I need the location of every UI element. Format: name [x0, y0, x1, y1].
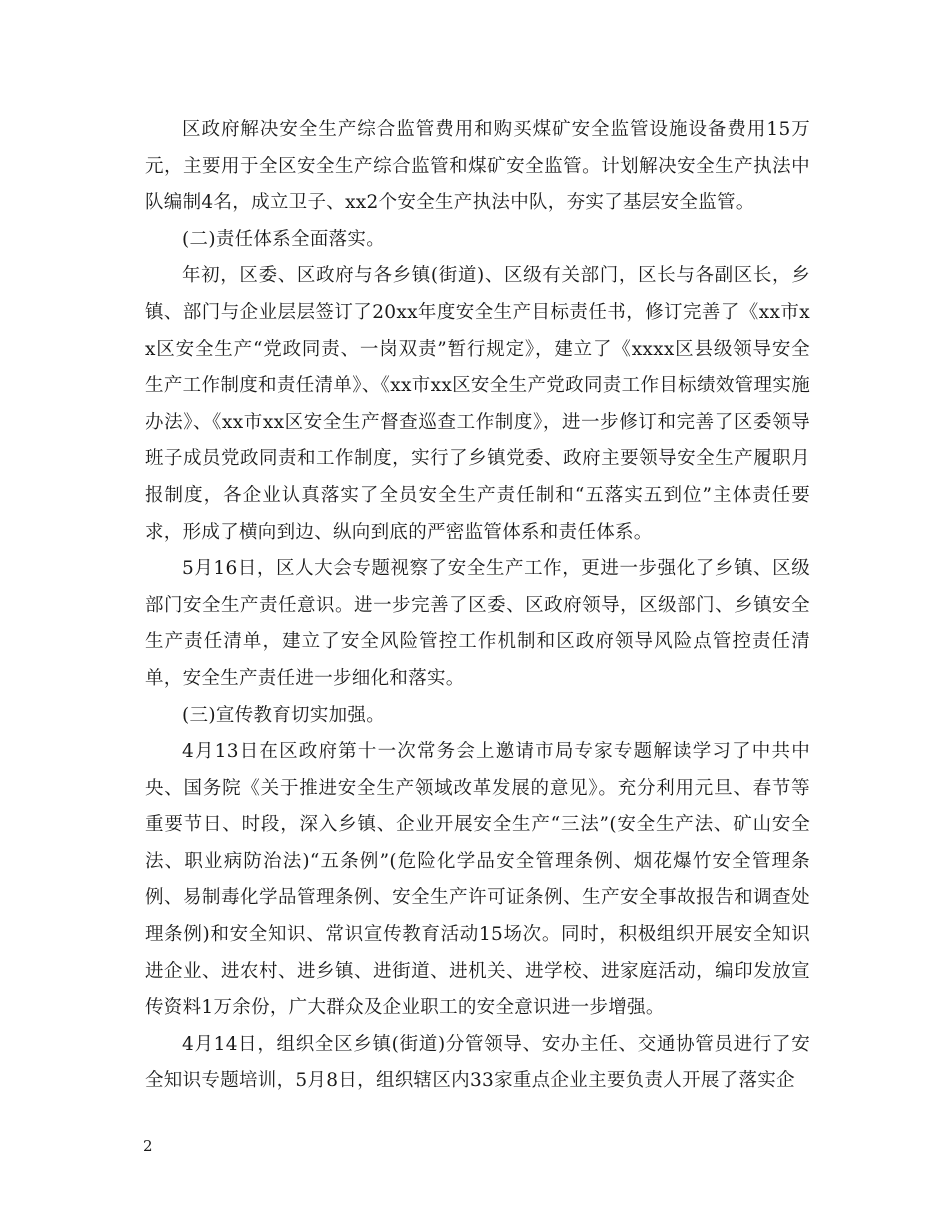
paragraph-april-14-training: 4月14日，组织全区乡镇(街道)分管领导、安办主任、交通协管员进行了安全知识专题培训，5月8日，组织辖区内33家重点企业主要负责人开展了落实企: [145, 1033, 810, 1092]
paragraph-april-13-meeting: 4月13日在区政府第十一次常务会上邀请市局专家专题解读学习了中共中央、国务院《关于推进安全生产领域改革发展的意见》。充分利用元旦、春节等重要节日、时段，深入乡镇、企业开展安全生产“三法”(安全生产法、矿山安全法、职业病防治法)“五条例”(危险化学品安全管理条例、烟花爆竹安全管理条例、易制毒化学品管理条例、安全生产许可证条例、生产安全事故报告和调查处理条例)和安全知识、常识宣传教育活动15场次。同时，积极组织开展安全知识进企业、进农村、进乡镇、进街道、进机关、进学校、进家庭活动，编印发放宣传资料1万余份，广大群众及企业职工的安全意识进一步增强。: [145, 741, 810, 1019]
paragraph-may-16-inspection: 5月16日，区人大会专题视察了安全生产工作，更进一步强化了乡镇、区级部门安全生产责任意识。进一步完善了区委、区政府领导，区级部门、乡镇安全生产责任清单，建立了安全风险管控工作机制和区政府领导风险点管控责任清单，安全生产责任进一步细化和落实。: [145, 558, 810, 689]
paragraph-responsibility-agreements: 年初，区委、区政府与各乡镇(街道)、区级有关部门，区长与各副区长，乡镇、部门与企业层层签订了20xx年度安全生产目标责任书，修订完善了《xx市xx区安全生产“党政同责、一岗双责”暂行规定》，建立了《xxxx区县级领导安全生产工作制度和责任清单》、《xx市xx区安全生产党政同责工作目标绩效管理实施办法》、《xx市xx区安全生产督查巡查工作制度》，进一步修订和完善了区委领导班子成员党政同责和工作制度，实行了乡镇党委、政府主要领导安全生产履职月报制度，各企业认真落实了全员安全生产责任制和“五落实五到位”主体责任要求，形成了横向到边、纵向到底的严密监管体系和责任体系。: [145, 265, 810, 543]
document-body: [145, 112, 810, 1100]
heading-publicity-education: (三)宣传教育切实加强。: [182, 704, 386, 726]
page-number: 2: [143, 1137, 153, 1155]
paragraph-funding: 区政府解决安全生产综合监管费用和购买煤矿安全监管设施设备费用15万元，主要用于全区安全生产综合监管和煤矿安全监管。计划解决安全生产执法中队编制4名，成立卫子、xx2个安全生产执法中队，夯实了基层安全监管。: [145, 119, 810, 214]
heading-responsibility-system: (二)责任体系全面落实。: [182, 228, 386, 250]
